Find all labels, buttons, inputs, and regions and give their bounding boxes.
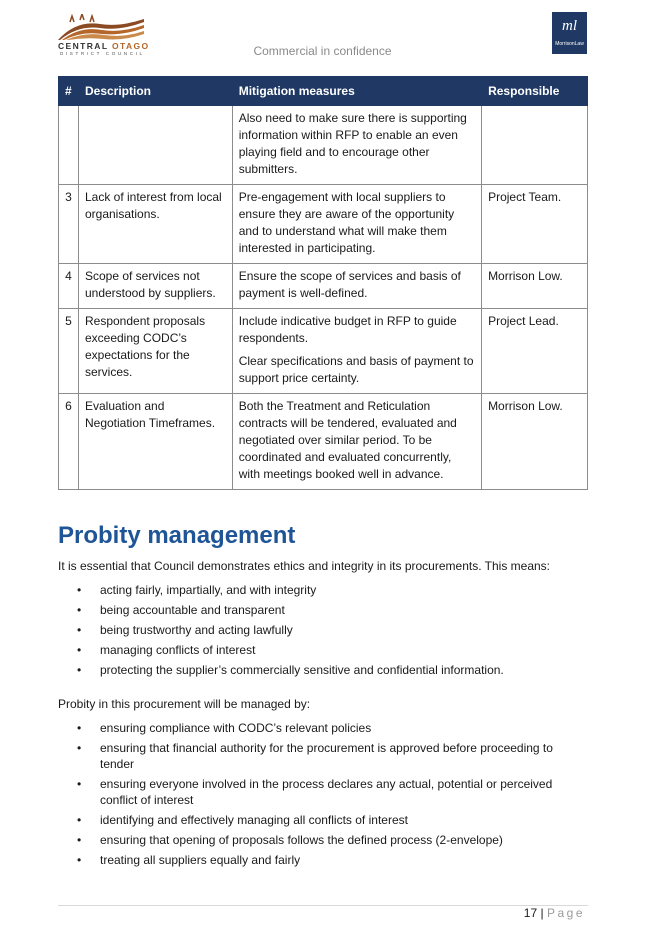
row-responsible: Morrison Low. bbox=[482, 394, 588, 490]
row-description bbox=[78, 106, 232, 185]
list-item: • being accountable and transparent bbox=[77, 603, 285, 617]
bullet-icon: • bbox=[77, 583, 82, 597]
mitigation-text: Clear specifications and basis of payment to support price certainty. bbox=[238, 354, 474, 385]
row-responsible: Morrison Low. bbox=[482, 264, 588, 309]
risk-mitigation-table bbox=[58, 76, 588, 490]
bullet-icon: • bbox=[77, 833, 82, 847]
row-number: 3 bbox=[59, 185, 79, 264]
list-item: • acting fairly, impartially, and with integrity bbox=[77, 583, 317, 597]
bullet-icon: • bbox=[77, 623, 82, 637]
table-row bbox=[59, 394, 588, 490]
list-item: • protecting the supplier’s commercially sensitive and confidential information. bbox=[77, 663, 504, 677]
bullet-icon: • bbox=[77, 741, 82, 755]
page-number-label: Page bbox=[546, 906, 585, 920]
list-item: • identifying and effectively managing all conflicts of interest bbox=[77, 813, 408, 827]
row-number: 5 bbox=[59, 309, 79, 394]
table-row bbox=[59, 264, 588, 309]
row-number: 4 bbox=[59, 264, 79, 309]
list-item: • managing conflicts of interest bbox=[77, 643, 256, 657]
row-responsible: Project Team. bbox=[482, 185, 588, 264]
page-number-separator: | bbox=[540, 906, 544, 920]
mitigation-text: Include indicative budget in RFP to guide respondents. bbox=[238, 314, 457, 345]
list-item: • ensuring everyone involved in the process declares any actual, potential or perceived conflict of interest bbox=[77, 777, 553, 807]
bullet-icon: • bbox=[77, 663, 82, 677]
row-description: Respondent proposals exceeding CODC’s expectations for the services. bbox=[78, 309, 232, 394]
mitigation-text: Pre-engagement with local suppliers to ensure they are aware of the opportunity and to understand what will make them interested in participating. bbox=[238, 190, 455, 255]
column-header-mitigation: Mitigation measures bbox=[232, 77, 481, 106]
list-item: • being trustworthy and acting lawfully bbox=[77, 623, 293, 637]
table-row bbox=[59, 185, 588, 264]
row-number: 6 bbox=[59, 394, 79, 490]
row-responsible: Project Lead. bbox=[482, 309, 588, 394]
list-item: • ensuring compliance with CODC’s relevant policies bbox=[77, 721, 372, 735]
section-intro: It is essential that Council demonstrates ethics and integrity in its procurements. This means: bbox=[58, 559, 551, 573]
mitigation-text: Also need to make sure there is supporting information within RFP to enable an even playing field and to encourage other submitters. bbox=[238, 111, 467, 176]
page-number bbox=[524, 906, 585, 920]
list-item: • ensuring that financial authority for the procurement is approved before proceeding to tender bbox=[77, 741, 553, 771]
bullet-icon: • bbox=[77, 721, 82, 735]
bullet-icon: • bbox=[77, 813, 82, 827]
mitigation-text: Both the Treatment and Reticulation contracts will be tendered, evaluated and negotiated over similar period. To be coordinated and evaluated concurrently, with meetings booked well in advance. bbox=[238, 399, 457, 481]
column-header-responsible: Responsible bbox=[482, 77, 588, 106]
list-item: • treating all suppliers equally and fairly bbox=[77, 853, 301, 867]
consultant-logo-name: MorrisonLaw bbox=[555, 41, 584, 47]
managed-list bbox=[58, 720, 578, 872]
council-logo-subtitle: DISTRICT COUNCIL bbox=[60, 51, 145, 56]
mitigation-text: Ensure the scope of services and basis of payment is well-defined. bbox=[238, 269, 461, 300]
row-mitigation bbox=[232, 394, 481, 490]
row-mitigation bbox=[232, 185, 481, 264]
consultant-logo bbox=[552, 12, 587, 54]
probity-managed-intro: Probity in this procurement will be managed by: bbox=[58, 697, 311, 711]
consultant-logo-mark: ml bbox=[562, 18, 577, 34]
footer-divider bbox=[58, 905, 588, 906]
section-heading: Probity management bbox=[58, 522, 296, 549]
list-item: • ensuring that opening of proposals follows the defined process (2-envelope) bbox=[77, 833, 503, 847]
bullet-icon: • bbox=[77, 643, 82, 657]
row-responsible bbox=[482, 106, 588, 185]
row-mitigation bbox=[232, 264, 481, 309]
table-row bbox=[59, 106, 588, 185]
mountains-logo-icon bbox=[56, 14, 148, 42]
table-header-row bbox=[59, 77, 588, 106]
row-mitigation bbox=[232, 309, 481, 394]
row-description: Lack of interest from local organisations. bbox=[78, 185, 232, 264]
bullet-icon: • bbox=[77, 853, 82, 867]
row-description: Evaluation and Negotiation Timeframes. bbox=[78, 394, 232, 490]
row-description: Scope of services not understood by suppliers. bbox=[78, 264, 232, 309]
bullet-icon: • bbox=[77, 777, 82, 791]
confidentiality-note: Commercial in confidence bbox=[253, 44, 392, 58]
council-logo-wordmark: CENTRAL OTAGO bbox=[58, 41, 150, 51]
means-list bbox=[58, 582, 578, 682]
row-mitigation bbox=[232, 106, 481, 185]
bullet-icon: • bbox=[77, 603, 82, 617]
row-number bbox=[59, 106, 79, 185]
page-number-value: 17 bbox=[523, 906, 538, 920]
column-header-number: # bbox=[59, 77, 79, 106]
table-row bbox=[59, 309, 588, 394]
column-header-description: Description bbox=[78, 77, 232, 106]
